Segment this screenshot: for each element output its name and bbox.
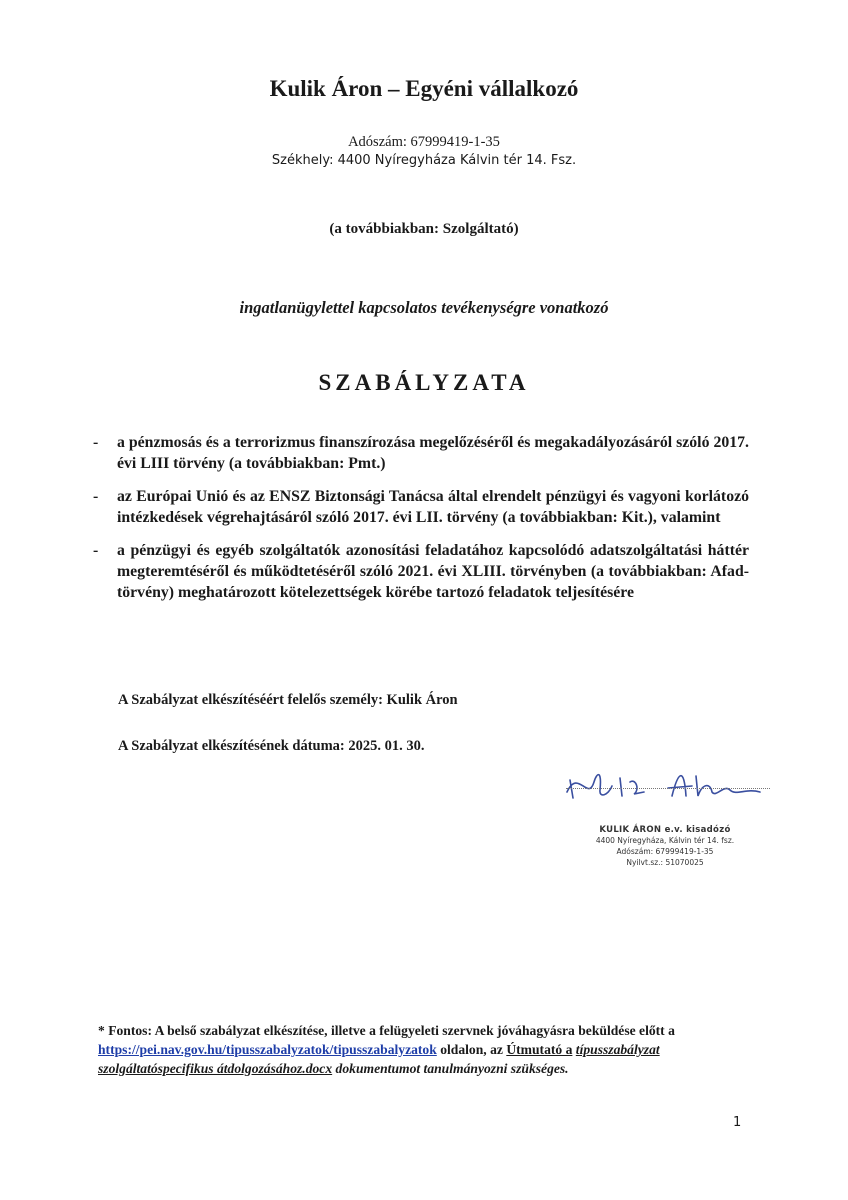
list-item — [93, 432, 749, 474]
list-item — [93, 540, 749, 603]
provider-designation: (a továbbiakban: Szolgáltató) — [329, 221, 519, 237]
handwritten-signature — [564, 762, 774, 806]
stamp-registry-number: Nyilvt.sz.: 51070025 — [626, 858, 704, 867]
document-subject: ingatlanügylettel kapcsolatos tevékenységre vonatkozó — [239, 298, 609, 317]
tax-number: Adószám: 67999419-1-35 — [348, 134, 500, 150]
list-item-text: a pénzügyi és egyéb szolgáltatók azonosítási feladatához kapcsolódó adatszolgáltatási háttér megteremtéséről és működtetéséről szóló 2021. évi XLIII. törvényben (a továbbiakban: Afad-törvény) meghatározott kötelezettségek körébe tartozó feladatok teljesítésére — [117, 542, 749, 601]
company-stamp — [560, 825, 770, 868]
dash-bullet: - — [93, 434, 99, 451]
list-item — [93, 486, 749, 528]
registered-seat: Székhely: 4400 Nyíregyháza Kálvin tér 14. Fsz. — [271, 153, 577, 168]
guide-reference: Útmutató a — [506, 1042, 573, 1057]
document-title: Kulik Áron – Egyéni vállalkozó — [269, 76, 579, 101]
stamp-name: KULIK ÁRON e.v. kisadózó — [599, 825, 731, 835]
document-heading: SZABÁLYZATA — [318, 370, 530, 395]
stamp-address: 4400 Nyíregyháza, Kálvin tér 14. fsz. — [595, 836, 735, 845]
list-item-text: az Európai Unió és az ENSZ Biztonsági Tanácsa által elrendelt pénzügyi és vagyoni korlátozó intézkedések végrehajtásáról szóló 2017. évi LII. törvény (a továbbiakban: Kit.), valamint — [117, 488, 749, 526]
responsible-person: A Szabályzat elkészítéséért felelős személy: Kulik Áron — [118, 692, 458, 708]
footnote-text: dokumentumot tanulmányozni szükséges. — [335, 1061, 569, 1076]
nav-link[interactable]: https://pei.nav.gov.hu/tipusszabalyzatok/tipusszabalyzatok — [98, 1042, 437, 1057]
guide-filename: típusszabályzat szolgáltatóspecifikus átdolgozásához.docx — [98, 1042, 660, 1076]
footnote-text: oldalon, az — [440, 1042, 503, 1057]
preparation-date: A Szabályzat elkészítésének dátuma: 2025. 01. 30. — [118, 738, 425, 754]
dash-bullet: - — [93, 488, 99, 505]
footnote — [98, 1021, 748, 1078]
signature-line — [566, 788, 770, 789]
footnote-text: * Fontos: A belső szabályzat elkészítése, illetve a felügyeleti szervnek jóváhagyásra beküldése előtt a — [98, 1023, 675, 1038]
regulation-list — [93, 432, 749, 615]
page-number: 1 — [733, 1115, 742, 1130]
stamp-tax-number: Adószám: 67999419-1-35 — [616, 847, 714, 856]
dash-bullet: - — [93, 542, 99, 559]
list-item-text: a pénzmosás és a terrorizmus finanszírozása megelőzéséről és megakadályozásáról szóló 2017. évi LIII törvény (a továbbiakban: Pmt.) — [117, 434, 749, 472]
